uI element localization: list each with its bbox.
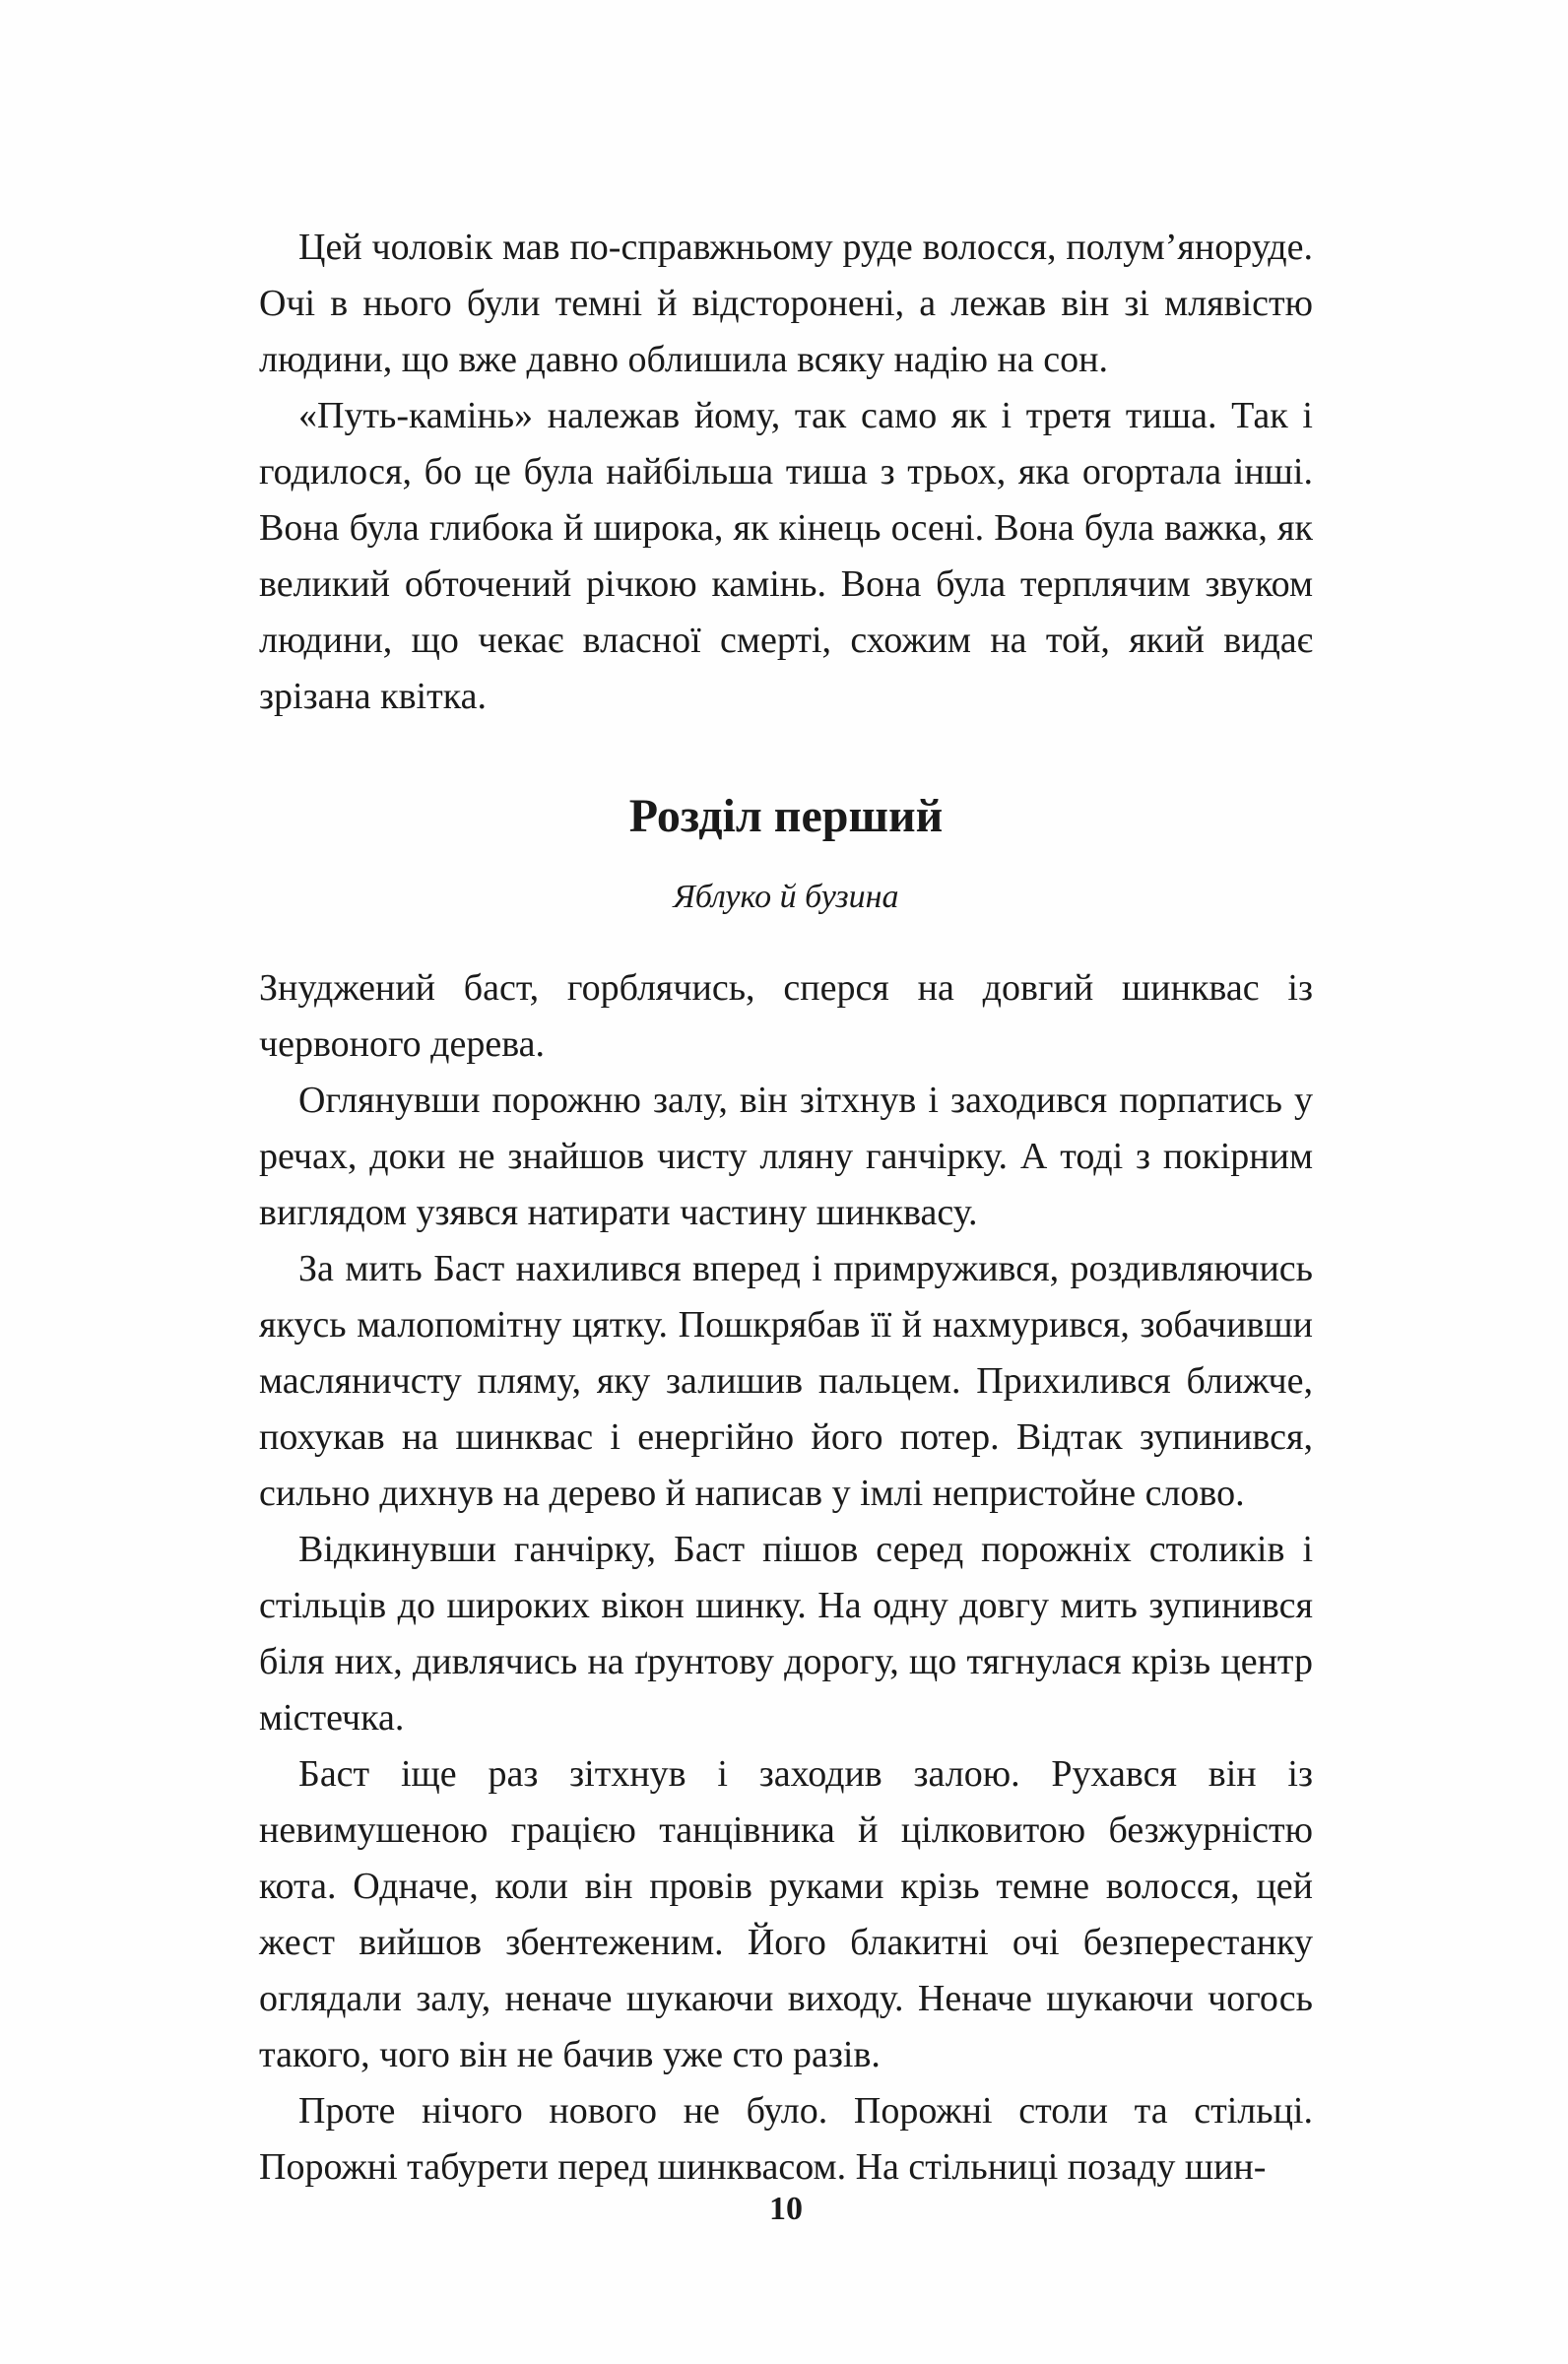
paragraph: Відкинувши ганчірку, Баст пішов серед порожніх столиків і стільців до широких вікон шинку. На одну довгу мить зупинився біля них, дивлячись на ґрунтову дорогу, що тягнулася крізь центр містечка. [259,1529,1313,1739]
chapter-title: Розділ перший [628,790,944,842]
paragraph: «Путь-камінь» належав йому, так само як і третя тиша. Так і годилося, бо це була найбільша тиша з трьох, яка огортала інші. Вона була глибока й широка, як кінець осені. Вона була важка, як великий обточений річкою камінь. Вона була терплячим звуком людини, що чекає власної смерті, схожим на той, який видає зрізана квітка. [259,395,1313,717]
prologue-text [259,220,1313,725]
paragraph: Оглянувши порожню залу, він зітхнув і заходився порпатись у речах, доки не знайшов чисту лляну ганчірку. А тоді з покірним виглядом узявся натирати частину шинквасу. [259,1080,1313,1233]
page-number: 10 [769,2191,803,2227]
paragraph: Баст іще раз зітхнув і заходив залою. Рухався він із невимушеною грацією танцівника й цілковитою безжурністю кота. Одначе, коли він провів руками крізь темне волосся, цей жест вийшов збентеженим. Його блакитні очі безперестанку оглядали залу, неначе шукаючи виходу. Неначе шукаючи чогось такого, чого він не бачив уже сто разів. [259,1753,1313,2075]
paragraph: Знуджений баст, горблячись, сперся на довгий шинквас із червоного дерева. [259,967,1313,1065]
paragraph: Цей чоловік мав по-справжньому руде волосся, полум’яноруде. Очі в нього були темні й відсторонені, а лежав він зі млявістю людини, що вже давно облишила всяку надію на сон. [259,227,1313,380]
paragraph: За мить Баст нахилився вперед і примружився, роздивляючись якусь малопомітну цятку. Пошкрябав її й нахмурився, зобачивши масляничсту пляму, яку залишив пальцем. Прихилився ближче, похукав на шинквас і енергійно його потер. Відтак зупинився, сильно дихнув на дерево й написав у імлі непристойне слово. [259,1248,1313,1514]
chapter-text [259,960,1313,2196]
paragraph: Проте нічого нового не було. Порожні столи та стільці. Порожні табурети перед шинквасом. На стільниці позаду шин- [259,2090,1313,2188]
chapter-subtitle: Яблуко й бузина [673,879,899,915]
